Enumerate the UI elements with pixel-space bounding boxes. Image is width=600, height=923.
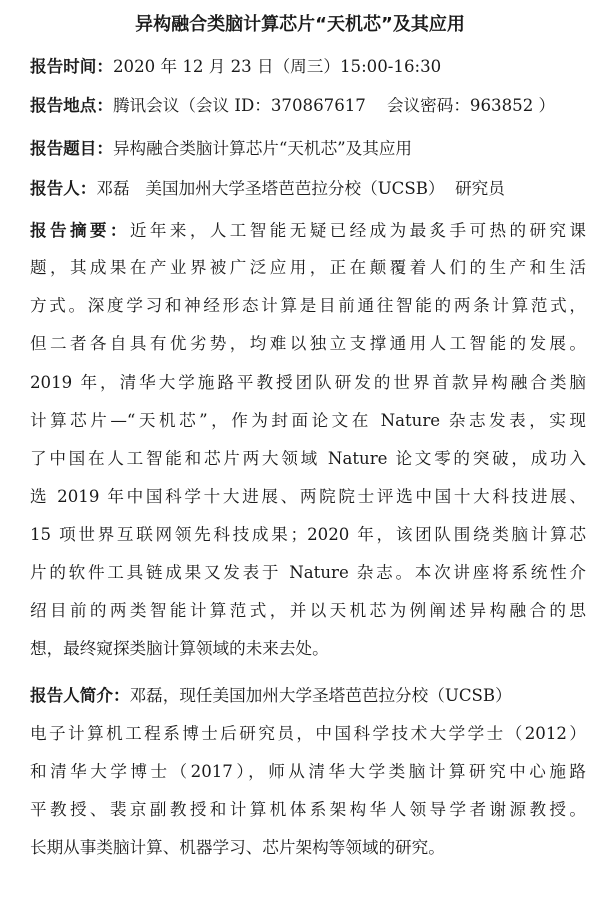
abstract-line: 报告摘要：近年来，人工智能无疑已经成为最炙手可热的研究课 [30, 221, 586, 240]
abstract-line: 题，其成果在产业界被广泛应用，正在颠覆着人们的生产和生活 [30, 258, 586, 277]
bio-label: 报告人简介： [30, 686, 130, 705]
abstract-label: 报告摘要： [30, 221, 130, 240]
report-speaker-row [30, 172, 505, 206]
bio-line: 电子计算机工程系博士后研究员，中国科学技术大学学士（2012） [30, 724, 586, 743]
report-time-value: 2020 年 12 月 23 日（周三）15:00-16:30 [112, 57, 442, 76]
bio-line: 和清华大学博士（2017），师从清华大学类脑计算研究中心施路 [30, 762, 586, 781]
report-location-label: 报告地点： [30, 96, 113, 115]
abstract-line: 想，最终窥探类脑计算领域的未来去处。 [30, 639, 329, 658]
abstract-line: 选 2019 年中国科学十大进展、两院院士评选中国十大科技进展、 [30, 487, 586, 506]
abstract-line: 片的软件工具链成果又发表于 Nature 杂志。本次讲座将系统性介 [30, 563, 586, 582]
abstract-line: 但二者各自具有优劣势，均难以独立支撑通用人工智能的发展。 [30, 334, 586, 353]
report-topic-label: 报告题目： [30, 139, 113, 158]
report-location-row [30, 89, 555, 123]
abstract-line: 15 项世界互联网领先科技成果；2020 年，该团队围绕类脑计算芯 [30, 525, 586, 544]
abstract-line: 绍目前的两类智能计算范式，并以天机芯为例阐述异构融合的思 [30, 601, 586, 620]
abstract-line: 方式。深度学习和神经形态计算是目前通往智能的两条计算范式， [30, 296, 586, 315]
abstract-line: 2019 年，清华大学施路平教授团队研发的世界首款异构融合类脑 [30, 373, 586, 392]
report-location-value: 腾讯会议（会议 ID：370867617 会议密码：963852 ） [112, 96, 556, 115]
report-time-row [30, 50, 441, 84]
abstract-line: 计算芯片—“天机芯”，作为封面论文在 Nature 杂志发表，实现 [30, 411, 586, 430]
report-speaker-label: 报告人： [30, 179, 97, 198]
bio-line: 报告人简介：邓磊，现任美国加州大学圣塔芭芭拉分校（UCSB） [30, 686, 512, 705]
bio-line: 长期从事类脑计算、机器学习、芯片架构等领域的研究。 [30, 838, 445, 857]
report-speaker-value: 邓磊 美国加州大学圣塔芭芭拉分校（UCSB） 研究员 [96, 179, 505, 198]
document-title: 异构融合类脑计算芯片“天机芯”及其应用 [135, 14, 465, 35]
abstract-line: 了中国在人工智能和芯片两大领域 Nature 论文零的突破，成功入 [30, 449, 586, 468]
report-topic-row [30, 132, 412, 166]
bio-line: 平教授、裴京副教授和计算机体系架构华人领导学者谢源教授。 [30, 800, 586, 819]
report-topic-value: 异构融合类脑计算芯片“天机芯”及其应用 [112, 139, 413, 158]
report-time-label: 报告时间： [30, 57, 113, 76]
